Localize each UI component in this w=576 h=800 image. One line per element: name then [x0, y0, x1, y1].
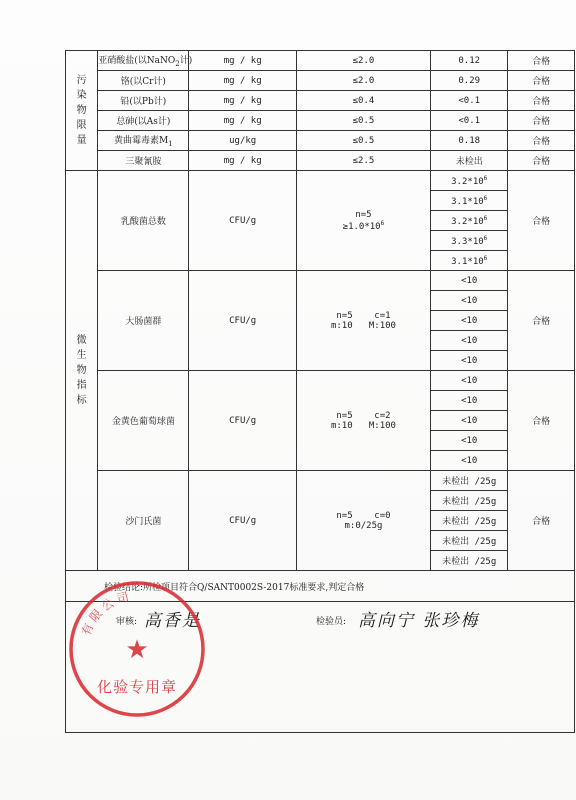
result: <10 [461, 435, 478, 446]
result: <0.1 [458, 95, 481, 106]
unit-cell [189, 111, 296, 131]
unit: mg / kg [223, 95, 262, 106]
unit: mg / kg [223, 55, 262, 66]
result-cell [431, 71, 508, 91]
judgement: 合格 [532, 157, 551, 167]
table-row [66, 91, 575, 111]
standard: ≤2.0 [352, 75, 375, 86]
standard-line: n=5 c=2 [336, 410, 391, 421]
standard: ≤0.4 [352, 95, 375, 106]
item-name: 铬(以Cr计) [120, 77, 166, 87]
table-row [66, 111, 575, 131]
reviewer-signature: 高香是 [144, 611, 201, 631]
result: 未检出 /25g [442, 537, 497, 547]
judgement-cell [508, 51, 575, 71]
result-exponent: 6 [483, 174, 488, 182]
result: <10 [461, 275, 478, 286]
result-cell [431, 371, 508, 391]
unit-cell [189, 91, 296, 111]
category-char: 染 [76, 90, 87, 101]
stamp-ring-text: 有限公司 [78, 588, 134, 638]
item-cell [98, 471, 189, 571]
result: 未检出 /25g [442, 477, 497, 487]
result-cell [431, 311, 508, 331]
judgement-cell [508, 111, 575, 131]
result: 3.3*10 [451, 236, 484, 247]
result-cell [431, 231, 508, 251]
result-cell [431, 391, 508, 411]
standard-cell [296, 471, 430, 571]
item-cell [98, 171, 189, 271]
result-cell [431, 251, 508, 271]
inspector-label: 检验员: [316, 617, 347, 627]
standard-cell [296, 111, 430, 131]
item-cell [98, 71, 189, 91]
svg-text:★: ★ [125, 635, 149, 665]
standard-exponent: 6 [380, 219, 385, 227]
unit: CFU/g [229, 415, 257, 426]
signature-cell [66, 602, 575, 733]
unit: mg / kg [223, 75, 262, 86]
judgement: 合格 [532, 137, 551, 147]
unit-cell [189, 151, 296, 171]
standard: ≤0.5 [352, 135, 375, 146]
item-cell [98, 111, 189, 131]
judgement-cell [508, 91, 575, 111]
item-cell [98, 131, 189, 151]
standard-line: m:10 M:100 [330, 320, 396, 331]
category-char: 微 [76, 335, 87, 346]
unit: mg / kg [223, 115, 262, 126]
reviewer-label: 审核: [116, 617, 138, 627]
category-char: 标 [76, 395, 87, 406]
unit-cell [189, 51, 296, 71]
judgement: 合格 [532, 317, 551, 327]
unit: mg / kg [223, 155, 262, 166]
category-char: 生 [76, 350, 87, 361]
result-cell [431, 171, 508, 191]
inspector-signatures: 高向宁 张珍梅 [358, 611, 480, 631]
judgement-cell [508, 371, 575, 471]
unit-cell [189, 271, 296, 371]
result: 未检出 /25g [442, 557, 497, 567]
result: 3.1*10 [451, 256, 484, 267]
item-name: 大肠菌群 [125, 317, 162, 327]
unit-cell [189, 471, 296, 571]
standard-line: n=5 [355, 209, 372, 220]
result-cell [431, 351, 508, 371]
standard-line: n=5 c=0 [336, 510, 391, 521]
result-cell [431, 271, 508, 291]
judgement: 合格 [532, 517, 551, 527]
table-row [66, 151, 575, 171]
judgement-cell [508, 271, 575, 371]
result: <10 [461, 415, 478, 426]
standard: ≤2.5 [352, 155, 375, 166]
standard-line: m:10 M:100 [330, 420, 396, 431]
category-char: 物 [76, 365, 87, 376]
result-cell [431, 431, 508, 451]
result: <10 [461, 315, 478, 326]
result: 0.12 [458, 55, 481, 66]
inspection-results-table [65, 50, 575, 733]
item-name-tail: 计) [179, 56, 193, 67]
table-row [66, 131, 575, 151]
item-name: 乳酸菌总数 [120, 217, 166, 227]
category-char: 限 [76, 120, 87, 131]
result-cell [431, 131, 508, 151]
conclusion-row [66, 571, 575, 602]
result: 3.2*10 [451, 216, 484, 227]
result-exponent: 6 [483, 214, 488, 222]
standard-cell [296, 131, 430, 151]
judgement: 合格 [532, 77, 551, 87]
unit-cell [189, 371, 296, 471]
standard-line: m:0/25g [344, 520, 383, 531]
category-microbes [66, 171, 98, 571]
standard-line: ≥1.0*10 [342, 221, 381, 232]
table-row [66, 471, 575, 491]
unit: CFU/g [229, 315, 257, 326]
standard-cell [296, 271, 430, 371]
result-exponent: 6 [483, 194, 488, 202]
judgement-cell [508, 151, 575, 171]
result-cell [431, 191, 508, 211]
unit: CFU/g [229, 215, 257, 226]
result: <10 [461, 295, 478, 306]
result: 0.18 [458, 135, 481, 146]
table-row [66, 271, 575, 291]
item-cell [98, 271, 189, 371]
result: <10 [461, 375, 478, 386]
result-cell [431, 531, 508, 551]
item-name: 亚硝酸盐(以NaNO [98, 56, 176, 67]
category-char: 量 [76, 135, 87, 146]
conclusion-text: 检验结论:所检项目符合Q/SANT0002S-2017标准要求,判定合格 [104, 582, 365, 593]
judgement: 合格 [532, 217, 551, 227]
result-cell [431, 111, 508, 131]
result-cell [431, 451, 508, 471]
judgement-cell [508, 131, 575, 151]
standard-line: n=5 c=1 [336, 310, 391, 321]
unit-cell [189, 71, 296, 91]
item-name: 总砷(以As计) [116, 117, 171, 127]
judgement: 合格 [532, 57, 551, 67]
result-cell [431, 151, 508, 171]
result-cell [431, 471, 508, 491]
standard-cell [296, 171, 430, 271]
result-exponent: 6 [483, 254, 488, 262]
category-char: 物 [76, 105, 87, 116]
standard-cell [296, 71, 430, 91]
unit-cell [189, 131, 296, 151]
result-cell [431, 91, 508, 111]
table-row [66, 71, 575, 91]
item-name: 铅(以Pb计) [120, 97, 167, 107]
judgement-cell [508, 471, 575, 571]
result-cell [431, 211, 508, 231]
result-cell [431, 51, 508, 71]
standard-cell [296, 151, 430, 171]
result-cell [431, 511, 508, 531]
conclusion-cell [66, 571, 575, 602]
result-cell [431, 491, 508, 511]
item-name: 三聚氰胺 [125, 157, 162, 167]
signature-row [66, 602, 575, 733]
result-cell [431, 331, 508, 351]
result-cell [431, 551, 508, 571]
standard-cell [296, 51, 430, 71]
judgement: 合格 [532, 417, 551, 427]
judgement: 合格 [532, 117, 551, 127]
result: 未检出 /25g [442, 497, 497, 507]
item-subscript: 1 [168, 139, 173, 148]
result: 0.29 [458, 75, 481, 86]
standard-cell [296, 91, 430, 111]
judgement-cell [508, 71, 575, 91]
item-cell [98, 91, 189, 111]
item-name: 金黄色葡萄球菌 [111, 417, 175, 427]
result: 3.1*10 [451, 196, 484, 207]
result: 3.2*10 [451, 176, 484, 187]
item-cell [98, 151, 189, 171]
judgement: 合格 [532, 97, 551, 107]
result-exponent: 6 [483, 234, 488, 242]
category-char: 指 [76, 380, 87, 391]
standard: ≤2.0 [352, 55, 375, 66]
standard-cell [296, 371, 430, 471]
result: <10 [461, 395, 478, 406]
result: <10 [461, 355, 478, 366]
table-row [66, 371, 575, 391]
stamp-bottom-text: 化验专用章 [96, 678, 178, 696]
table-row [66, 171, 575, 191]
item-cell [98, 51, 193, 71]
result-cell [431, 411, 508, 431]
item-name: 沙门氏菌 [125, 517, 162, 527]
category-pollutants [66, 51, 98, 171]
item-subscript: 2 [175, 59, 180, 68]
result: <10 [461, 335, 478, 346]
table-row [66, 51, 575, 71]
unit-cell [189, 171, 296, 271]
unit: ug/kg [229, 135, 257, 146]
result: 未检出 /25g [442, 517, 497, 527]
item-name: 黄曲霉毒素M [113, 136, 169, 147]
result: <0.1 [458, 115, 481, 126]
category-char: 污 [76, 75, 87, 86]
result: 未检出 [455, 157, 483, 167]
result: <10 [461, 455, 478, 466]
unit: CFU/g [229, 515, 257, 526]
standard: ≤0.5 [352, 115, 375, 126]
item-cell [98, 371, 189, 471]
judgement-cell [508, 171, 575, 271]
result-cell [431, 291, 508, 311]
